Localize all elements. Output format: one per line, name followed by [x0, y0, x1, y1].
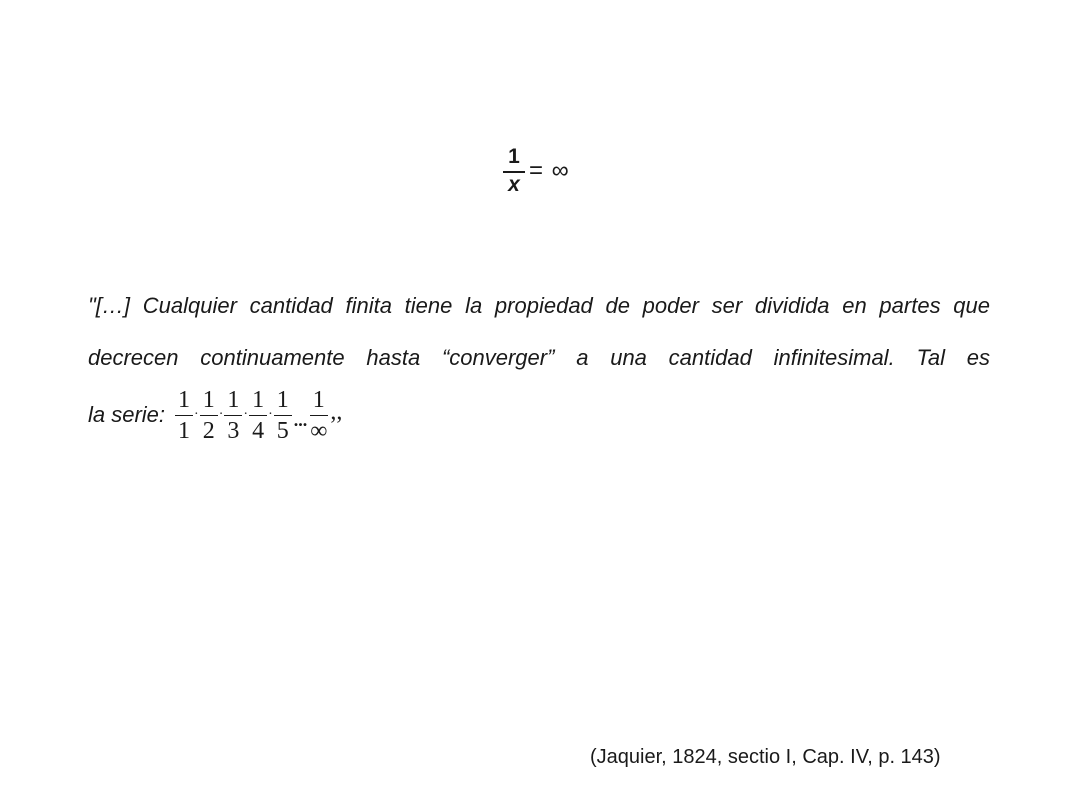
fraction-bar: [175, 415, 193, 416]
series-fraction: [274, 387, 292, 444]
formula-fraction: [503, 146, 525, 196]
series-numerator: 1: [178, 386, 191, 413]
series-fraction: [200, 387, 218, 444]
series-fraction: [224, 387, 242, 444]
series-numerator: 1: [202, 386, 215, 413]
series-dot: ·: [218, 407, 224, 422]
fraction-bar: [274, 415, 292, 416]
series-denominator: 3: [227, 417, 240, 444]
fraction-bar: [310, 415, 328, 416]
series-fraction: [175, 387, 193, 444]
formula-one-over-x-equals-infinity: [503, 146, 570, 196]
formula-numerator: 1: [508, 145, 520, 168]
series-numerator: 1: [276, 386, 289, 413]
series-ellipsis: ...: [293, 409, 308, 430]
closing-quote: ,,: [330, 398, 343, 425]
series-dot: ·: [194, 407, 199, 422]
series-numerator: 1: [227, 386, 240, 413]
fraction-bar: [249, 415, 267, 416]
series-numerator: 1: [252, 386, 265, 413]
series-dot: ·: [268, 407, 273, 422]
series-denominator: ∞: [310, 417, 328, 444]
formula-equals-infinity: = ∞: [529, 157, 570, 184]
series-denominator: 4: [252, 417, 265, 444]
formula-denominator: x: [508, 173, 520, 196]
series-line: [88, 380, 342, 450]
series-dot: ·: [243, 407, 249, 422]
citation: (Jaquier, 1824, sectio I, Cap. IV, p. 143): [590, 746, 941, 768]
fraction-bar: [200, 415, 218, 416]
series-denominator: 1: [178, 417, 191, 444]
series-numerator: 1: [312, 386, 325, 413]
series-fraction: [309, 387, 328, 444]
series-denominator: 2: [202, 417, 215, 444]
series-fraction: [249, 387, 267, 444]
series-expression: [175, 387, 342, 444]
series-label: la serie:: [88, 402, 166, 427]
quote-paragraph: "[…] Cualquier cantidad finita tiene la propiedad de poder ser dividida en partes que decrecen continuamente hasta “converger” a una cantidad infinitesimal. Tal es: [88, 293, 990, 370]
fraction-bar: [224, 415, 242, 416]
series-denominator: 5: [276, 417, 289, 444]
